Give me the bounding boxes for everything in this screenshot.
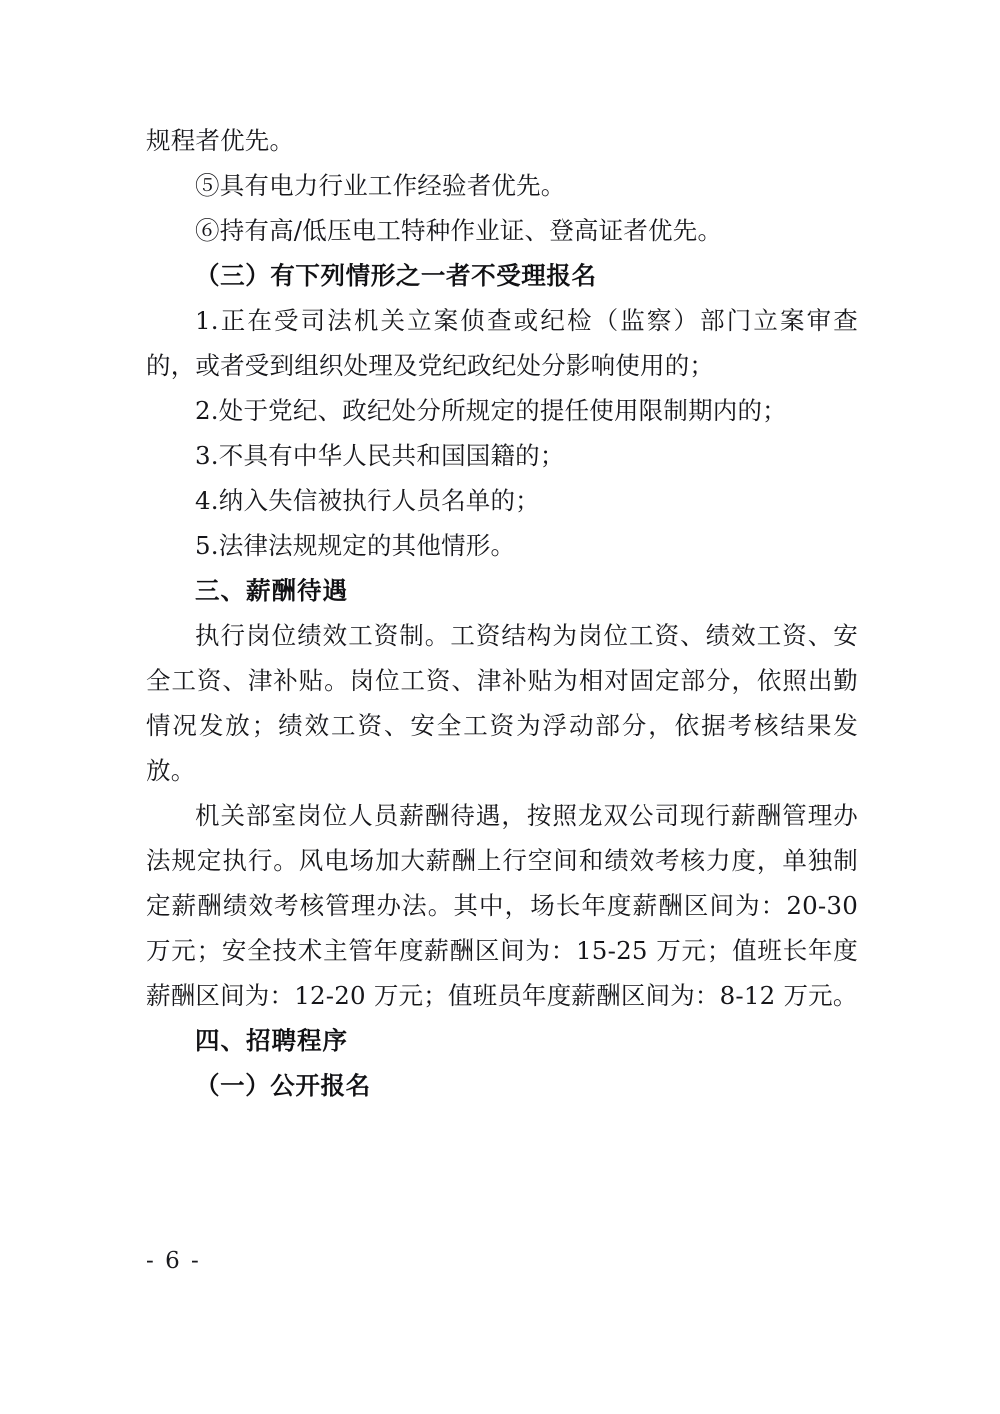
heading-section-3-disqualifications: （三）有下列情形之一者不受理报名	[195, 261, 597, 290]
list-item-circled-5: ⑤具有电力行业工作经验者优先。	[195, 171, 566, 200]
paragraph-wage-structure: 执行岗位绩效工资制。工资结构为岗位工资、绩效工资、安全工资、津补贴。岗位工资、津补贴为相对固定部分，依照出勤情况发放；绩效工资、安全工资为浮动部分，依据考核结果发放。	[146, 621, 858, 785]
heading-chapter-3-compensation: 三、薪酬待遇	[195, 576, 348, 605]
page-number: - 6 -	[146, 1248, 201, 1274]
heading-section-1-open-registration: （一）公开报名	[195, 1071, 371, 1100]
paragraph-continuation: 规程者优先。	[146, 126, 295, 155]
list-item-5: 5.法律法规规定的其他情形。	[195, 531, 516, 560]
paragraph-salary-ranges: 机关部室岗位人员薪酬待遇，按照龙双公司现行薪酬管理办法规定执行。风电场加大薪酬上行空间和绩效考核力度，单独制定薪酬绩效考核管理办法。其中，场长年度薪酬区间为：20-30 万元；安全技术主管年度薪酬区间为：15-25 万元；值班长年度薪酬区间为：12-20 万元；值班员年度薪酬区间为：8-12 万元。	[146, 801, 858, 1010]
page-content	[146, 118, 858, 1108]
list-item-circled-6: ⑥持有高/低压电工特种作业证、登高证者优先。	[195, 216, 723, 245]
list-item-4: 4.纳入失信被执行人员名单的；	[195, 486, 540, 515]
list-item-3: 3.不具有中华人民共和国国籍的；	[195, 441, 565, 470]
list-item-2: 2.处于党纪、政纪处分所规定的提任使用限制期内的；	[195, 396, 787, 425]
heading-chapter-4-recruitment-process: 四、招聘程序	[195, 1026, 348, 1055]
list-item-1: 1.正在受司法机关立案侦查或纪检（监察）部门立案审查的，或者受到组织处理及党纪政纪处分影响使用的；	[146, 306, 858, 380]
